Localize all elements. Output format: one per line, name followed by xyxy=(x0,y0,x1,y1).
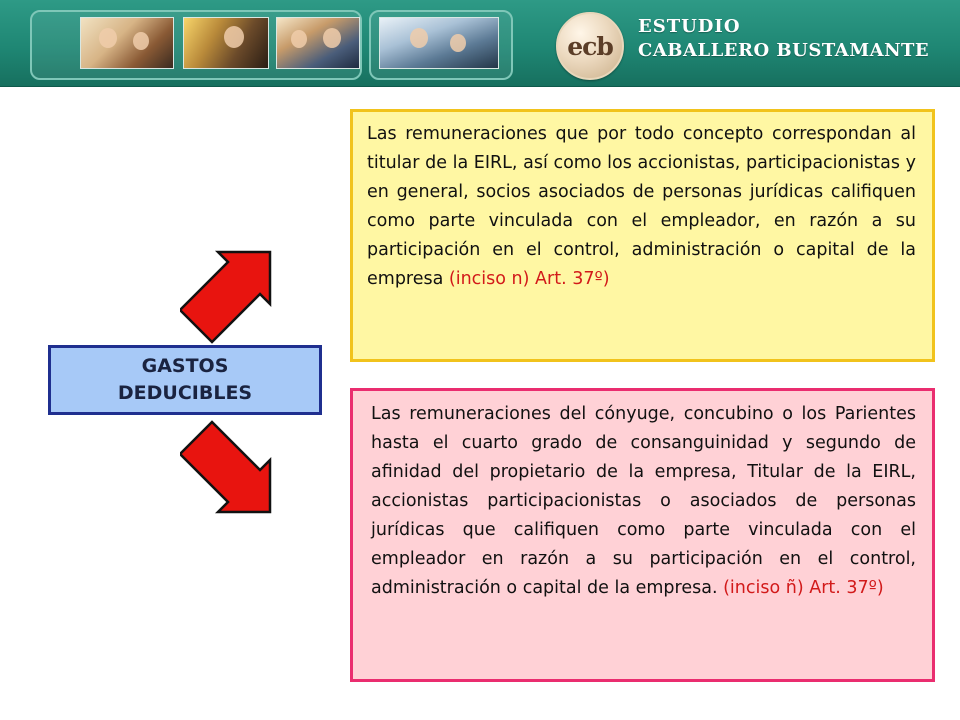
panel-remuneraciones-titular xyxy=(350,109,935,362)
concept-title-line-2: DEDUCIBLES xyxy=(117,382,253,404)
header-banner xyxy=(0,0,960,87)
photo-team-discussion xyxy=(276,17,360,69)
panel-top-reference: (inciso n) Art. 37º) xyxy=(448,269,610,289)
photo-reading-documents xyxy=(379,17,499,69)
photo-laptop-work xyxy=(183,17,269,69)
brand-name-line-1: ESTUDIO xyxy=(638,16,741,37)
panel-remuneraciones-conyuge xyxy=(350,388,935,682)
concept-box-gastos-deducibles xyxy=(48,345,322,415)
panel-bottom-body: Las remuneraciones del cónyuge, concubino o los Parientes hasta el cuarto grado de consanguinidad y segundo de afinidad del propietario de la empresa, Titular de la EIRL, accionistas participacionistas o asociados de personas jurídicas que califiquen como parte vinculada con el empleador en razón a su participación en el control, administración o capital de la empresa. xyxy=(371,404,916,598)
arrow-up-right-icon xyxy=(180,244,280,344)
concept-title-line-1: GASTOS xyxy=(141,355,229,377)
brand-name-line-2: CABALLERO BUSTAMANTE xyxy=(638,40,930,61)
logo-text: ecb xyxy=(567,31,613,61)
panel-bottom-reference: (inciso ñ) Art. 37º) xyxy=(723,578,884,598)
panel-top-body: Las remuneraciones que por todo concepto correspondan al titular de la EIRL, así como los accionistas, participacionistas y en general, socios asociados de personas jurídicas califiquen como parte vinculada con el empleador, en razón a su participación en el control, administración o capital de la empresa xyxy=(367,124,916,289)
arrow-down-right-icon xyxy=(180,420,280,520)
photo-office-meeting xyxy=(80,17,174,69)
company-logo xyxy=(556,12,624,80)
